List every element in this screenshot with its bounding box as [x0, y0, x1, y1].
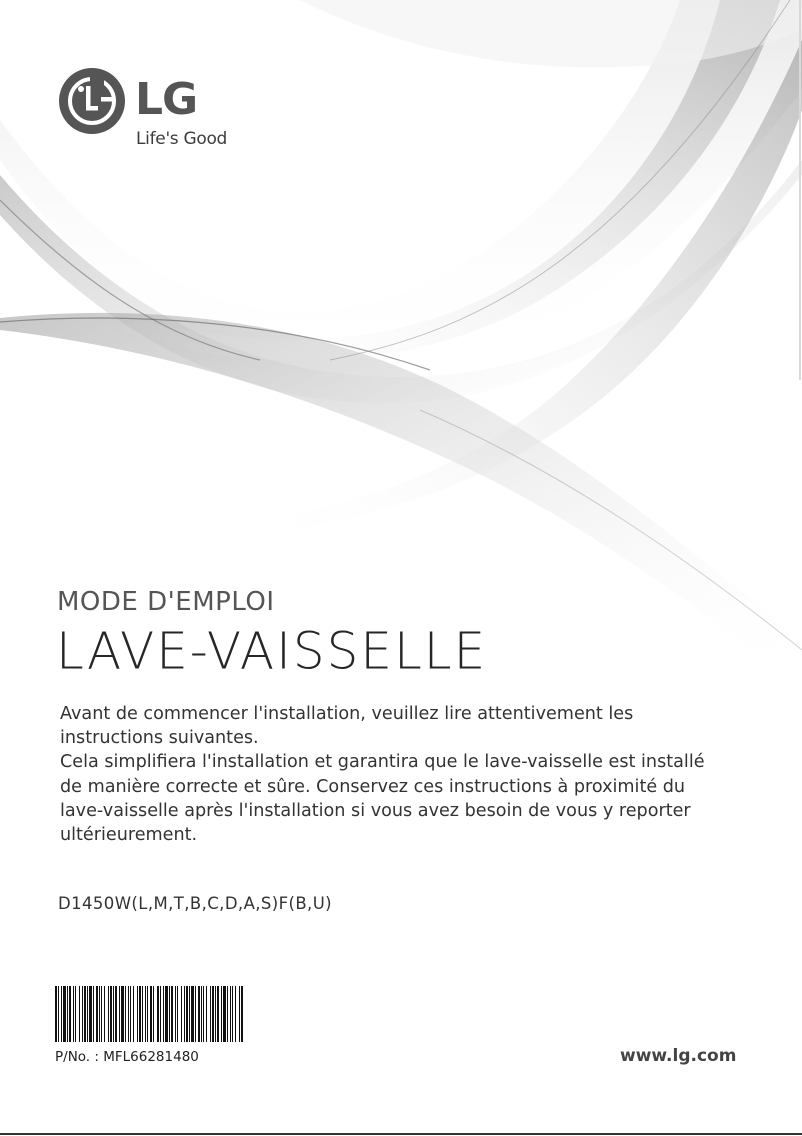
intro-paragraph: Avant de commencer l'installation, veuillez lire attentivement les instructions suivantes.: [60, 704, 634, 749]
barcode-bar: [119, 986, 120, 1042]
barcode-bar: [55, 986, 57, 1042]
lg-wordmark: LG: [135, 74, 198, 125]
barcode-bar: [113, 986, 114, 1042]
barcode-bar: [99, 986, 100, 1042]
brand-slogan: Life's Good: [136, 129, 228, 149]
barcode-bar: [75, 986, 76, 1042]
barcode-bar: [121, 986, 124, 1042]
document-subtitle: MODE D'EMPLOI: [57, 587, 275, 617]
part-number: P/No. : MFL66281480: [55, 1049, 199, 1065]
barcode-bar: [215, 986, 216, 1042]
barcode-bar: [82, 986, 83, 1042]
barcode-bar: [184, 986, 185, 1042]
barcode-bar: [171, 986, 173, 1042]
barcode-bar: [181, 986, 182, 1042]
barcode-bar: [206, 986, 207, 1042]
barcode-bar: [160, 986, 161, 1042]
barcode-bar: [191, 986, 194, 1042]
barcode-bar: [58, 986, 59, 1042]
barcode-bar: [101, 986, 102, 1042]
barcode-bar: [157, 986, 159, 1042]
barcode-bar: [67, 986, 68, 1042]
barcode-bar: [63, 986, 66, 1042]
barcode-bar: [79, 986, 80, 1042]
barcode-bar: [221, 986, 222, 1042]
barcode-bar: [223, 986, 226, 1042]
barcode-bar: [147, 986, 148, 1042]
barcode-bar: [73, 986, 74, 1042]
barcode-bar: [139, 986, 141, 1042]
barcode-bar: [195, 986, 196, 1042]
document-title: LAVE-VAISSELLE: [56, 621, 488, 681]
barcode-bar: [165, 986, 168, 1042]
right-edge-rule: [799, 0, 801, 380]
barcode-bar: [232, 986, 233, 1042]
barcode-bar: [201, 986, 202, 1042]
intro-paragraph: Cela simplifiera l'installation et garantira que le lave-vaisselle est installé de manière correcte et sûre. Conservez ces instructions à proximité du lave-vaisselle après l'installation si vous avez besoin de vous y reporter ultérieurement.: [60, 752, 705, 846]
barcode-bar: [169, 986, 170, 1042]
barcode-bar: [239, 986, 240, 1042]
bottom-edge-rule: [0, 1133, 802, 1135]
barcode-bar: [153, 986, 154, 1042]
barcode-bar: [89, 986, 92, 1042]
barcode-bar: [235, 986, 236, 1042]
barcode-bar: [241, 986, 243, 1042]
barcode-bar: [110, 986, 112, 1042]
barcode-bar: [125, 986, 126, 1042]
barcode-bar: [198, 986, 200, 1042]
barcode-bar: [150, 986, 152, 1042]
barcode-bar: [128, 986, 129, 1042]
model-number: D1450W(L,M,T,B,C,D,A,S)F(B,U): [58, 894, 333, 913]
lg-logo: [57, 66, 247, 156]
barcode-bar: [137, 986, 138, 1042]
barcode-bar: [227, 986, 228, 1042]
barcode-bar: [61, 986, 62, 1042]
barcode-bar: [130, 986, 131, 1042]
barcode-bar: [145, 986, 146, 1042]
barcode-bar: [177, 986, 178, 1042]
barcode-bar: [96, 986, 98, 1042]
barcode-bar: [87, 986, 88, 1042]
barcode-bar: [175, 986, 176, 1042]
website-url: www.lg.com: [620, 1046, 737, 1066]
intro-text: [60, 702, 710, 847]
barcode-bar: [210, 986, 211, 1042]
barcode-bar: [230, 986, 231, 1042]
barcode-bar: [108, 986, 109, 1042]
barcode-bar: [203, 986, 204, 1042]
barcode-bar: [133, 986, 134, 1042]
barcode-bar: [186, 986, 188, 1042]
barcode-bar: [142, 986, 143, 1042]
barcode-bar: [104, 986, 105, 1042]
barcode-bar: [189, 986, 190, 1042]
barcode-bar: [212, 986, 214, 1042]
barcode-bar: [115, 986, 117, 1042]
barcode-bar: [163, 986, 164, 1042]
barcode: [55, 986, 244, 1042]
barcode-bar: [69, 986, 71, 1042]
barcode-bar: [84, 986, 86, 1042]
barcode-bar: [217, 986, 219, 1042]
lg-face-logo-icon: [57, 66, 127, 136]
barcode-bar: [93, 986, 94, 1042]
